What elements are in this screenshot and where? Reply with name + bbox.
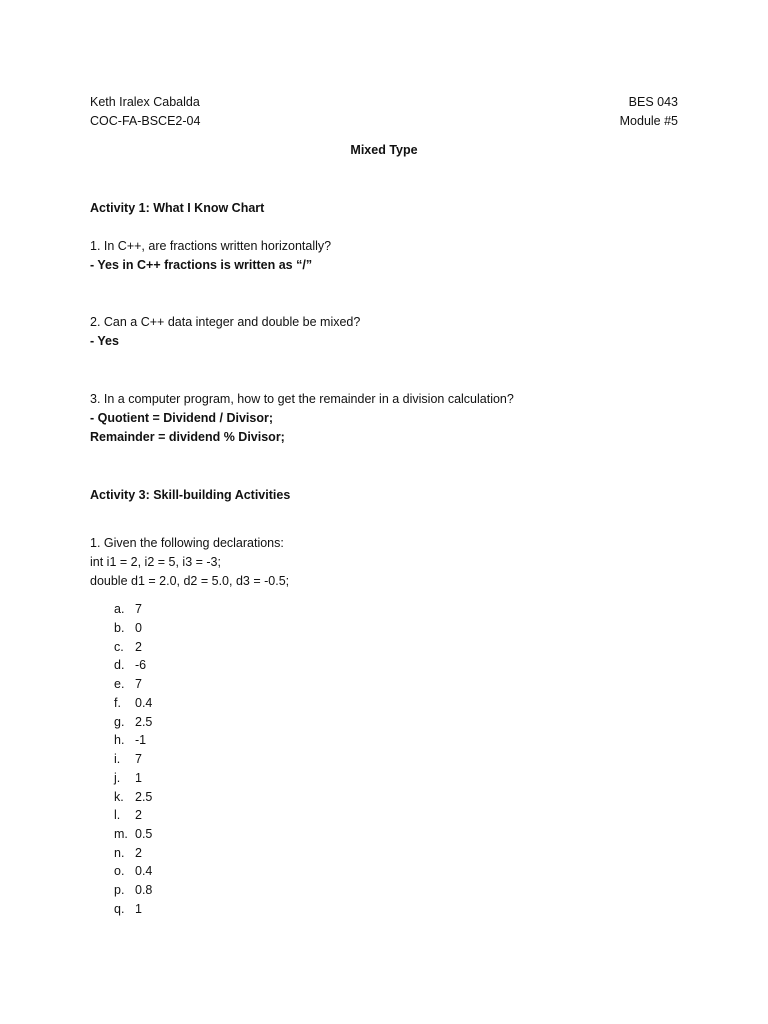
course-code: BES 043 <box>628 95 678 109</box>
module-number: Module #5 <box>619 114 678 128</box>
list-item-letter: c. <box>114 640 124 654</box>
list-item-value: -6 <box>135 658 147 672</box>
list-item-letter: k. <box>114 790 124 804</box>
list-item-letter: p. <box>114 883 125 897</box>
list-item-letter: b. <box>114 621 125 635</box>
student-name: Keth Iralex Cabalda <box>90 95 200 109</box>
list-item-value: 0.8 <box>135 883 153 897</box>
list-item-letter: f. <box>114 696 121 710</box>
list-item-value: 7 <box>135 752 142 766</box>
list-item-value: 0.4 <box>135 696 153 710</box>
list-item-value: 2.5 <box>135 715 153 729</box>
list-item-letter: g. <box>114 715 125 729</box>
list-item-letter: i. <box>114 752 121 766</box>
list-item-value: 7 <box>135 602 142 616</box>
activity1-answer-2: - Yes <box>90 334 119 348</box>
activity1-heading: Activity 1: What I Know Chart <box>90 201 265 215</box>
list-item-letter: n. <box>114 846 125 860</box>
list-item-value: 0.4 <box>135 864 153 878</box>
activity1-answer-3-line1: - Quotient = Dividend / Divisor; <box>90 411 274 425</box>
activity3-heading: Activity 3: Skill-building Activities <box>90 488 291 502</box>
list-item-letter: a. <box>114 602 125 616</box>
list-item-value: 1 <box>135 902 142 916</box>
list-item-value: 1 <box>135 771 142 785</box>
list-item-letter: l. <box>114 808 121 822</box>
double-declaration: double d1 = 2.0, d2 = 5.0, d3 = -0.5; <box>90 574 290 588</box>
list-item-value: 2.5 <box>135 790 153 804</box>
list-item-value: 0 <box>135 621 142 635</box>
list-item-value: 2 <box>135 808 142 822</box>
list-item-value: 7 <box>135 677 142 691</box>
activity1-question-3: 3. In a computer program, how to get the remainder in a division calculation? <box>90 392 514 406</box>
list-item-letter: h. <box>114 733 125 747</box>
list-item-value: 2 <box>135 846 142 860</box>
activity3-question-1: 1. Given the following declarations: <box>90 536 284 550</box>
list-item-letter: d. <box>114 658 125 672</box>
list-item-letter: j. <box>114 771 121 785</box>
list-item-letter: q. <box>114 902 125 916</box>
activity1-question-1: 1. In C++, are fractions written horizontally? <box>90 239 332 253</box>
list-item-value: -1 <box>135 733 147 747</box>
activity1-answer-1: - Yes in C++ fractions is written as “/” <box>90 258 313 272</box>
list-item-value: 2 <box>135 640 142 654</box>
student-section: COC-FA-BSCE2-04 <box>90 114 201 128</box>
document-title: Mixed Type <box>350 143 418 157</box>
list-item-letter: e. <box>114 677 125 691</box>
activity1-answer-3-line2: Remainder = dividend % Divisor; <box>90 430 285 444</box>
list-item-value: 0.5 <box>135 827 153 841</box>
activity1-question-2: 2. Can a C++ data integer and double be mixed? <box>90 315 361 329</box>
list-item-letter: m. <box>114 827 128 841</box>
list-item-letter: o. <box>114 864 125 878</box>
int-declaration: int i1 = 2, i2 = 5, i3 = -3; <box>90 555 221 569</box>
